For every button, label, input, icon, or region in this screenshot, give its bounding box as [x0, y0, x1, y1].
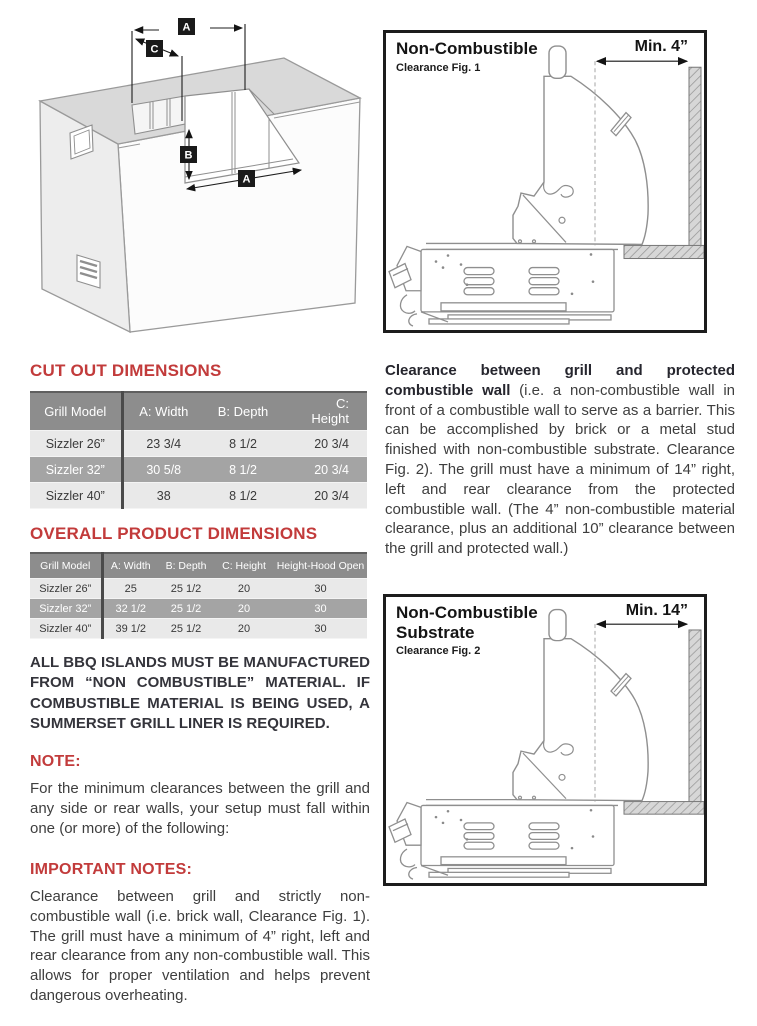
- cell: 20: [214, 579, 274, 599]
- fig2-min-clearance: Min. 14”: [625, 602, 688, 619]
- col-header: Height-Hood Open: [274, 553, 367, 579]
- note-heading: NOTE:: [30, 753, 81, 770]
- cutout-dimensions-table: [30, 391, 367, 509]
- cell: 23 3/4: [122, 431, 204, 457]
- cell: Sizzler 40”: [30, 619, 102, 639]
- cell: 20 3/4: [282, 457, 367, 483]
- cell: 8 1/2: [204, 431, 282, 457]
- protected-wall-lead: Clearance between grill and protected combustible wall: [385, 362, 735, 399]
- fig1-caption: Clearance Fig. 1: [396, 61, 481, 74]
- cell: Sizzler 26”: [30, 431, 122, 457]
- fig2-titleblock: [396, 603, 556, 657]
- table-row: [30, 483, 367, 509]
- clearance-fig1: [383, 30, 707, 333]
- col-header: C: Height: [214, 553, 274, 579]
- clearance-fig2: [383, 594, 707, 886]
- cell: 32 1/2: [102, 599, 158, 619]
- cell: 8 1/2: [204, 483, 282, 509]
- col-header: Grill Model: [30, 553, 102, 579]
- fig1-min-clearance: Min. 4”: [634, 38, 688, 55]
- cell: Sizzler 26”: [30, 579, 102, 599]
- protected-wall-body: (i.e. a non-combustible wall in front of a combustible wall to serve as a barrier. This can be accomplished by brick or a metal stud finished with non-combustible substrate. Clearance Fig. 2). The grill must have a minimum of 14” right, left and rear clearance from the protected combustible wall. (The 4” non-combustible material clearance, plus an additional 10” clearance between the grill and protected wall.): [385, 381, 735, 558]
- col-header: B: Depth: [204, 392, 282, 431]
- overall-dimensions-table: [30, 552, 367, 639]
- cell: 30: [274, 599, 367, 619]
- fig1-grill-drawing: [386, 33, 704, 330]
- important-notes-body: Clearance between grill and strictly non-combustible wall (i.e. brick wall, Clearance Fig. 1). The grill must have a minimum of 4” right, left and rear clearance from any non-combustible wall. This allows for proper ventilation and helps prevent dangerous overheating.: [30, 888, 370, 1004]
- protected-wall-paragraph: [385, 361, 735, 559]
- cell: 25 1/2: [158, 599, 214, 619]
- table-row: [30, 579, 367, 599]
- cell: 30 5/8: [122, 457, 204, 483]
- table-row: [30, 599, 367, 619]
- col-header: A: Width: [102, 553, 158, 579]
- cell: 25 1/2: [158, 619, 214, 639]
- fig2-caption: Clearance Fig. 2: [396, 645, 481, 658]
- table-row: [30, 431, 367, 457]
- cell: 25: [102, 579, 158, 599]
- dim-label-corner: C: [150, 43, 159, 56]
- island-cutout-figure: [22, 6, 367, 351]
- cell: 30: [274, 579, 367, 599]
- cell: 38: [122, 483, 204, 509]
- dim-label-width-top: A: [182, 21, 191, 34]
- dim-label-depth: B: [184, 149, 193, 162]
- note-body: For the minimum clearances between the grill and any side or rear walls, your setup must fall within one (or more) of the following:: [30, 780, 370, 837]
- col-header: A: Width: [122, 392, 204, 431]
- cell: 25 1/2: [158, 579, 214, 599]
- fig1-title: Non-Combustible: [396, 39, 538, 58]
- dim-label-width-bottom: A: [242, 173, 251, 186]
- cell: 8 1/2: [204, 457, 282, 483]
- cell: Sizzler 40”: [30, 483, 122, 509]
- col-header: C: Height: [311, 395, 349, 426]
- cell: 20 3/4: [282, 431, 367, 457]
- table-row: [30, 457, 367, 483]
- cell: Sizzler 32”: [30, 599, 102, 619]
- col-header: Grill Model: [30, 392, 122, 431]
- fig1-titleblock: [396, 39, 538, 74]
- col-header: B: Depth: [158, 553, 214, 579]
- cell: 30: [274, 619, 367, 639]
- table-row: [30, 619, 367, 639]
- important-notes-heading: IMPORTANT NOTES:: [30, 861, 193, 878]
- cell: 20 3/4: [282, 483, 367, 509]
- overall-dimensions-title: OVERALL PRODUCT DIMENSIONS: [30, 524, 318, 543]
- table-header-row: [30, 553, 367, 579]
- cell: 20: [214, 619, 274, 639]
- table-header-row: [30, 392, 367, 431]
- fig2-title: Non-Combustible Substrate: [396, 603, 538, 642]
- cell: Sizzler 32”: [30, 457, 122, 483]
- cell: 20: [214, 599, 274, 619]
- non-combustible-warning: ALL BBQ ISLANDS MUST BE MANUFACTURED FROM “NON COMBUSTIBLE” MATERIAL. IF COMBUSTIBLE MATERIAL IS BEING USED, A SUMMERSET GRILL LINER IS REQUIRED.: [30, 654, 370, 732]
- cell: 39 1/2: [102, 619, 158, 639]
- cutout-dimensions-title: CUT OUT DIMENSIONS: [30, 361, 222, 380]
